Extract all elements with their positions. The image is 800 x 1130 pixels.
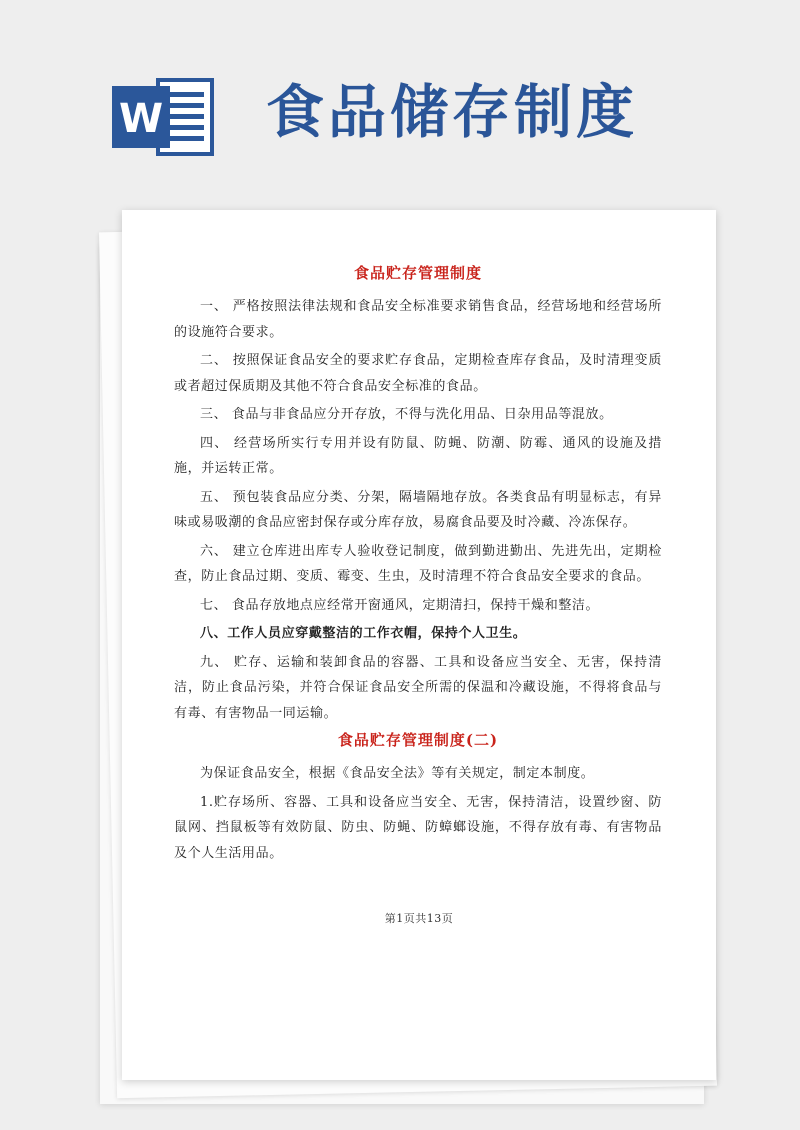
header — [0, 0, 800, 200]
rule-paragraph-4: 四、 经营场所实行专用并设有防鼠、防蝇、防潮、防霉、通风的设施及措施，并运转正常。 — [174, 435, 662, 476]
section-title-1: 食品贮存管理制度 — [353, 264, 482, 282]
document-page — [122, 210, 716, 1080]
rule-paragraph-8: 八、工作人员应穿戴整洁的工作衣帽，保持个人卫生。 — [200, 626, 527, 641]
word-icon-letter: W — [118, 96, 164, 142]
rule-paragraph-7: 七、 食品存放地点应经常开窗通风，定期清扫，保持干燥和整洁。 — [200, 597, 600, 613]
rule-paragraph-9: 九、 贮存、运输和装卸食品的容器、工具和设备应当安全、无害，保持清洁，防止食品污染，并符合保证食品安全所需的保温和冷藏设施，不得将食品与有毒、有害物品一同运输。 — [174, 654, 662, 721]
section-title-2: 食品贮存管理制度(二) — [337, 731, 499, 749]
rule-paragraph-2: 二、 按照保证食品安全的要求贮存食品，定期检查库存食品，及时清理变质或者超过保质期及其他不符合食品安全标准的食品。 — [174, 353, 662, 394]
rule-paragraph-2-1: 1.贮存场所、容器、工具和设备应当安全、无害，保持清洁，设置纱窗、防鼠网、挡鼠板等有效防鼠、防虫、防蝇、防蟑螂设施，不得存放有毒、有害物品及个人生活用品。 — [174, 794, 662, 861]
rule-paragraph-5: 五、 预包装食品应分类、分架，隔墙隔地存放。各类食品有明显标志，有异味或易吸潮的食品应密封保存或分库存放，易腐食品要及时冷藏、冷冻保存。 — [174, 489, 662, 530]
word-document-icon — [112, 78, 216, 156]
rule-paragraph-3: 三、 食品与非食品应分开存放，不得与洗化用品、日杂用品等混放。 — [200, 407, 613, 422]
rule-paragraph-6: 六、 建立仓库进出库专人验收登记制度，做到勤进勤出、先进先出，定期检查，防止食品过期、变质、霉变、生虫，及时清理不符合食品安全要求的食品。 — [174, 543, 662, 584]
rule-paragraph-1: 一、 严格按照法律法规和食品安全标准要求销售食品，经营场地和经营场所的设施符合要求。 — [174, 299, 662, 340]
document-heading: 食品储存制度 — [266, 78, 639, 146]
page-number: 第1页共13页 — [384, 912, 454, 925]
intro-paragraph: 为保证食品安全，根据《食品安全法》等有关规定，制定本制度。 — [200, 766, 595, 781]
page-content — [174, 262, 662, 869]
